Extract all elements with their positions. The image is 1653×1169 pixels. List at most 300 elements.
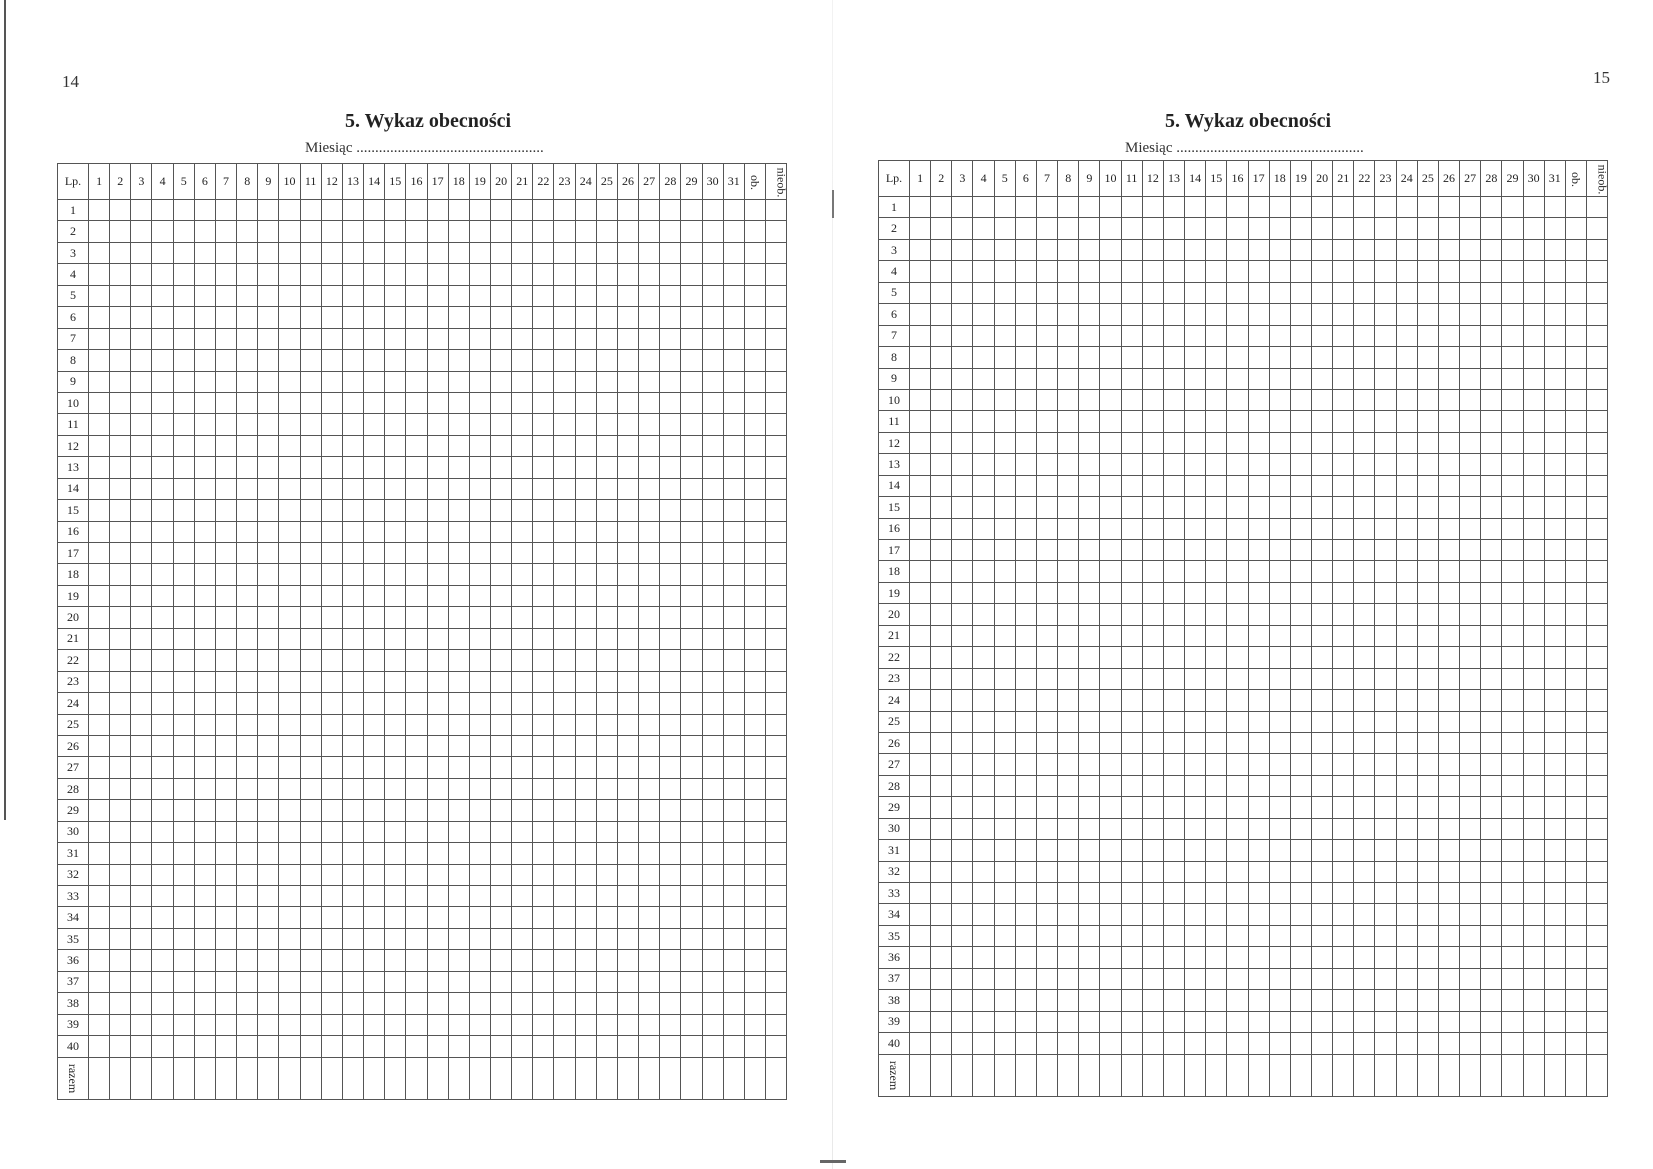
attendance-cell[interactable] bbox=[1311, 540, 1332, 561]
attendance-cell[interactable] bbox=[617, 564, 638, 585]
attendance-cell[interactable] bbox=[681, 928, 702, 949]
attendance-cell[interactable] bbox=[660, 693, 681, 714]
attendance-cell[interactable] bbox=[744, 371, 765, 392]
attendance-cell[interactable] bbox=[554, 221, 575, 242]
attendance-cell[interactable] bbox=[1227, 904, 1248, 925]
attendance-cell[interactable] bbox=[533, 821, 554, 842]
attendance-cell[interactable] bbox=[194, 950, 215, 971]
attendance-cell[interactable] bbox=[1290, 261, 1311, 282]
attendance-cell[interactable] bbox=[427, 886, 448, 907]
attendance-cell[interactable] bbox=[215, 414, 236, 435]
attendance-cell[interactable] bbox=[994, 797, 1015, 818]
attendance-cell[interactable] bbox=[1544, 947, 1565, 968]
attendance-cell[interactable] bbox=[744, 886, 765, 907]
attendance-cell[interactable] bbox=[321, 607, 342, 628]
attendance-cell[interactable] bbox=[321, 564, 342, 585]
attendance-cell[interactable] bbox=[931, 561, 952, 582]
attendance-cell[interactable] bbox=[131, 650, 152, 671]
attendance-cell[interactable] bbox=[1544, 690, 1565, 711]
attendance-cell[interactable] bbox=[765, 585, 786, 606]
attendance-cell[interactable] bbox=[617, 821, 638, 842]
attendance-cell[interactable] bbox=[765, 543, 786, 564]
attendance-cell[interactable] bbox=[1079, 775, 1100, 796]
attendance-cell[interactable] bbox=[952, 711, 973, 732]
attendance-cell[interactable] bbox=[723, 671, 744, 692]
attendance-cell[interactable] bbox=[1121, 861, 1142, 882]
attendance-cell[interactable] bbox=[152, 628, 173, 649]
attendance-cell[interactable] bbox=[173, 993, 194, 1014]
attendance-cell[interactable] bbox=[1079, 797, 1100, 818]
attendance-cell[interactable] bbox=[1206, 690, 1227, 711]
attendance-cell[interactable] bbox=[1417, 754, 1438, 775]
attendance-cell[interactable] bbox=[490, 307, 511, 328]
attendance-cell[interactable] bbox=[448, 564, 469, 585]
attendance-cell[interactable] bbox=[1438, 775, 1459, 796]
attendance-cell[interactable] bbox=[300, 714, 321, 735]
attendance-cell[interactable] bbox=[131, 500, 152, 521]
attendance-cell[interactable] bbox=[448, 693, 469, 714]
attendance-cell[interactable] bbox=[237, 200, 258, 221]
attendance-cell[interactable] bbox=[1502, 775, 1523, 796]
attendance-cell[interactable] bbox=[490, 993, 511, 1014]
attendance-cell[interactable] bbox=[1481, 711, 1502, 732]
attendance-cell[interactable] bbox=[994, 304, 1015, 325]
attendance-cell[interactable] bbox=[1438, 497, 1459, 518]
attendance-cell[interactable] bbox=[110, 564, 131, 585]
attendance-cell[interactable] bbox=[702, 671, 723, 692]
attendance-cell[interactable] bbox=[1206, 861, 1227, 882]
attendance-cell[interactable] bbox=[89, 800, 110, 821]
attendance-cell[interactable] bbox=[973, 497, 994, 518]
attendance-cell[interactable] bbox=[702, 457, 723, 478]
attendance-cell[interactable] bbox=[952, 840, 973, 861]
attendance-cell[interactable] bbox=[89, 843, 110, 864]
total-cell[interactable] bbox=[1036, 1054, 1057, 1097]
attendance-cell[interactable] bbox=[1375, 282, 1396, 303]
attendance-cell[interactable] bbox=[1100, 968, 1121, 989]
attendance-cell[interactable] bbox=[215, 714, 236, 735]
attendance-cell[interactable] bbox=[427, 392, 448, 413]
attendance-cell[interactable] bbox=[152, 500, 173, 521]
attendance-cell[interactable] bbox=[1333, 282, 1354, 303]
attendance-cell[interactable] bbox=[1311, 775, 1332, 796]
attendance-cell[interactable] bbox=[1269, 904, 1290, 925]
attendance-cell[interactable] bbox=[994, 840, 1015, 861]
attendance-cell[interactable] bbox=[1586, 261, 1607, 282]
attendance-cell[interactable] bbox=[152, 564, 173, 585]
attendance-cell[interactable] bbox=[173, 735, 194, 756]
attendance-cell[interactable] bbox=[1163, 840, 1184, 861]
attendance-cell[interactable] bbox=[931, 454, 952, 475]
attendance-cell[interactable] bbox=[194, 886, 215, 907]
attendance-cell[interactable] bbox=[765, 392, 786, 413]
attendance-cell[interactable] bbox=[1058, 411, 1079, 432]
attendance-cell[interactable] bbox=[1502, 690, 1523, 711]
attendance-cell[interactable] bbox=[1523, 561, 1544, 582]
attendance-cell[interactable] bbox=[1544, 625, 1565, 646]
attendance-cell[interactable] bbox=[1544, 368, 1565, 389]
attendance-cell[interactable] bbox=[110, 1014, 131, 1035]
attendance-cell[interactable] bbox=[131, 928, 152, 949]
attendance-cell[interactable] bbox=[1523, 732, 1544, 753]
attendance-cell[interactable] bbox=[406, 1036, 427, 1057]
attendance-cell[interactable] bbox=[89, 928, 110, 949]
attendance-cell[interactable] bbox=[1163, 647, 1184, 668]
attendance-cell[interactable] bbox=[490, 264, 511, 285]
attendance-cell[interactable] bbox=[342, 628, 363, 649]
attendance-cell[interactable] bbox=[1311, 883, 1332, 904]
attendance-cell[interactable] bbox=[596, 693, 617, 714]
attendance-cell[interactable] bbox=[1417, 368, 1438, 389]
attendance-cell[interactable] bbox=[910, 411, 931, 432]
attendance-cell[interactable] bbox=[110, 714, 131, 735]
attendance-cell[interactable] bbox=[554, 778, 575, 799]
attendance-cell[interactable] bbox=[1460, 389, 1481, 410]
attendance-cell[interactable] bbox=[1375, 861, 1396, 882]
attendance-cell[interactable] bbox=[723, 285, 744, 306]
attendance-cell[interactable] bbox=[279, 264, 300, 285]
attendance-cell[interactable] bbox=[575, 285, 596, 306]
attendance-cell[interactable] bbox=[1333, 475, 1354, 496]
attendance-cell[interactable] bbox=[681, 757, 702, 778]
attendance-cell[interactable] bbox=[1206, 454, 1227, 475]
attendance-cell[interactable] bbox=[1227, 947, 1248, 968]
attendance-cell[interactable] bbox=[1079, 582, 1100, 603]
attendance-cell[interactable] bbox=[1185, 497, 1206, 518]
attendance-cell[interactable] bbox=[469, 628, 490, 649]
attendance-cell[interactable] bbox=[1460, 261, 1481, 282]
attendance-cell[interactable] bbox=[1396, 497, 1417, 518]
attendance-cell[interactable] bbox=[1354, 818, 1375, 839]
attendance-cell[interactable] bbox=[723, 950, 744, 971]
attendance-cell[interactable] bbox=[1460, 861, 1481, 882]
attendance-cell[interactable] bbox=[342, 800, 363, 821]
attendance-cell[interactable] bbox=[1523, 625, 1544, 646]
attendance-cell[interactable] bbox=[1163, 754, 1184, 775]
total-cell[interactable] bbox=[1333, 1054, 1354, 1097]
attendance-cell[interactable] bbox=[1375, 668, 1396, 689]
attendance-cell[interactable] bbox=[110, 457, 131, 478]
attendance-cell[interactable] bbox=[1058, 647, 1079, 668]
attendance-cell[interactable] bbox=[1163, 861, 1184, 882]
attendance-cell[interactable] bbox=[1396, 475, 1417, 496]
attendance-cell[interactable] bbox=[512, 607, 533, 628]
attendance-cell[interactable] bbox=[1100, 347, 1121, 368]
attendance-cell[interactable] bbox=[554, 714, 575, 735]
attendance-cell[interactable] bbox=[1036, 625, 1057, 646]
total-cell[interactable] bbox=[723, 1057, 744, 1100]
attendance-cell[interactable] bbox=[1100, 947, 1121, 968]
attendance-cell[interactable] bbox=[215, 907, 236, 928]
attendance-cell[interactable] bbox=[1375, 411, 1396, 432]
attendance-cell[interactable] bbox=[681, 886, 702, 907]
attendance-cell[interactable] bbox=[994, 582, 1015, 603]
attendance-cell[interactable] bbox=[321, 1014, 342, 1035]
attendance-cell[interactable] bbox=[237, 778, 258, 799]
attendance-cell[interactable] bbox=[1354, 304, 1375, 325]
attendance-cell[interactable] bbox=[1248, 582, 1269, 603]
attendance-cell[interactable] bbox=[1227, 925, 1248, 946]
attendance-cell[interactable] bbox=[1375, 732, 1396, 753]
attendance-cell[interactable] bbox=[994, 818, 1015, 839]
attendance-cell[interactable] bbox=[448, 735, 469, 756]
attendance-cell[interactable] bbox=[1290, 625, 1311, 646]
attendance-cell[interactable] bbox=[533, 886, 554, 907]
attendance-cell[interactable] bbox=[258, 778, 279, 799]
attendance-cell[interactable] bbox=[931, 861, 952, 882]
attendance-cell[interactable] bbox=[1290, 218, 1311, 239]
attendance-cell[interactable] bbox=[533, 543, 554, 564]
attendance-cell[interactable] bbox=[512, 478, 533, 499]
attendance-cell[interactable] bbox=[237, 735, 258, 756]
attendance-cell[interactable] bbox=[110, 628, 131, 649]
attendance-cell[interactable] bbox=[931, 1033, 952, 1054]
attendance-cell[interactable] bbox=[1269, 540, 1290, 561]
attendance-cell[interactable] bbox=[1100, 561, 1121, 582]
attendance-cell[interactable] bbox=[512, 778, 533, 799]
attendance-cell[interactable] bbox=[1269, 947, 1290, 968]
attendance-cell[interactable] bbox=[1227, 282, 1248, 303]
attendance-cell[interactable] bbox=[152, 693, 173, 714]
attendance-cell[interactable] bbox=[300, 285, 321, 306]
attendance-cell[interactable] bbox=[1290, 925, 1311, 946]
attendance-cell[interactable] bbox=[554, 200, 575, 221]
attendance-cell[interactable] bbox=[152, 821, 173, 842]
attendance-cell[interactable] bbox=[1502, 475, 1523, 496]
attendance-cell[interactable] bbox=[258, 564, 279, 585]
attendance-cell[interactable] bbox=[1396, 668, 1417, 689]
attendance-cell[interactable] bbox=[258, 1036, 279, 1057]
attendance-cell[interactable] bbox=[1586, 475, 1607, 496]
attendance-cell[interactable] bbox=[469, 500, 490, 521]
attendance-cell[interactable] bbox=[1375, 754, 1396, 775]
attendance-cell[interactable] bbox=[744, 714, 765, 735]
attendance-cell[interactable] bbox=[596, 757, 617, 778]
attendance-cell[interactable] bbox=[427, 971, 448, 992]
attendance-cell[interactable] bbox=[973, 197, 994, 218]
attendance-cell[interactable] bbox=[1481, 454, 1502, 475]
attendance-cell[interactable] bbox=[1417, 454, 1438, 475]
attendance-cell[interactable] bbox=[681, 821, 702, 842]
attendance-cell[interactable] bbox=[364, 778, 385, 799]
attendance-cell[interactable] bbox=[1565, 197, 1586, 218]
attendance-cell[interactable] bbox=[194, 500, 215, 521]
attendance-cell[interactable] bbox=[173, 457, 194, 478]
attendance-cell[interactable] bbox=[1481, 647, 1502, 668]
attendance-cell[interactable] bbox=[1354, 754, 1375, 775]
attendance-cell[interactable] bbox=[448, 500, 469, 521]
attendance-cell[interactable] bbox=[1100, 1033, 1121, 1054]
attendance-cell[interactable] bbox=[660, 285, 681, 306]
attendance-cell[interactable] bbox=[1100, 732, 1121, 753]
attendance-cell[interactable] bbox=[173, 864, 194, 885]
attendance-cell[interactable] bbox=[1163, 904, 1184, 925]
attendance-cell[interactable] bbox=[575, 735, 596, 756]
attendance-cell[interactable] bbox=[1163, 347, 1184, 368]
total-cell[interactable] bbox=[1058, 1054, 1079, 1097]
attendance-cell[interactable] bbox=[427, 543, 448, 564]
attendance-cell[interactable] bbox=[681, 864, 702, 885]
attendance-cell[interactable] bbox=[1248, 904, 1269, 925]
attendance-cell[interactable] bbox=[173, 843, 194, 864]
attendance-cell[interactable] bbox=[617, 221, 638, 242]
attendance-cell[interactable] bbox=[994, 239, 1015, 260]
attendance-cell[interactable] bbox=[1396, 990, 1417, 1011]
attendance-cell[interactable] bbox=[1311, 239, 1332, 260]
attendance-cell[interactable] bbox=[931, 304, 952, 325]
attendance-cell[interactable] bbox=[1227, 797, 1248, 818]
attendance-cell[interactable] bbox=[1502, 647, 1523, 668]
total-cell[interactable] bbox=[1079, 1054, 1100, 1097]
attendance-cell[interactable] bbox=[173, 500, 194, 521]
attendance-cell[interactable] bbox=[406, 242, 427, 263]
attendance-cell[interactable] bbox=[533, 478, 554, 499]
attendance-cell[interactable] bbox=[1417, 604, 1438, 625]
attendance-cell[interactable] bbox=[448, 307, 469, 328]
attendance-cell[interactable] bbox=[279, 714, 300, 735]
attendance-cell[interactable] bbox=[1354, 347, 1375, 368]
attendance-cell[interactable] bbox=[744, 950, 765, 971]
attendance-cell[interactable] bbox=[1375, 347, 1396, 368]
attendance-cell[interactable] bbox=[512, 585, 533, 606]
attendance-cell[interactable] bbox=[194, 671, 215, 692]
attendance-cell[interactable] bbox=[1290, 818, 1311, 839]
attendance-cell[interactable] bbox=[1079, 389, 1100, 410]
attendance-cell[interactable] bbox=[639, 543, 660, 564]
attendance-cell[interactable] bbox=[131, 307, 152, 328]
attendance-cell[interactable] bbox=[1481, 904, 1502, 925]
attendance-cell[interactable] bbox=[152, 242, 173, 263]
attendance-cell[interactable] bbox=[1079, 840, 1100, 861]
attendance-cell[interactable] bbox=[1227, 368, 1248, 389]
attendance-cell[interactable] bbox=[321, 928, 342, 949]
attendance-cell[interactable] bbox=[1565, 261, 1586, 282]
attendance-cell[interactable] bbox=[1481, 775, 1502, 796]
attendance-cell[interactable] bbox=[1354, 775, 1375, 796]
attendance-cell[interactable] bbox=[1481, 197, 1502, 218]
attendance-cell[interactable] bbox=[1375, 1011, 1396, 1032]
attendance-cell[interactable] bbox=[1586, 347, 1607, 368]
attendance-cell[interactable] bbox=[89, 328, 110, 349]
attendance-cell[interactable] bbox=[765, 414, 786, 435]
attendance-cell[interactable] bbox=[554, 564, 575, 585]
attendance-cell[interactable] bbox=[1502, 325, 1523, 346]
attendance-cell[interactable] bbox=[702, 628, 723, 649]
attendance-cell[interactable] bbox=[342, 843, 363, 864]
total-cell[interactable] bbox=[131, 1057, 152, 1100]
attendance-cell[interactable] bbox=[1565, 647, 1586, 668]
attendance-cell[interactable] bbox=[215, 993, 236, 1014]
attendance-cell[interactable] bbox=[194, 928, 215, 949]
attendance-cell[interactable] bbox=[258, 350, 279, 371]
attendance-cell[interactable] bbox=[910, 389, 931, 410]
attendance-cell[interactable] bbox=[1396, 797, 1417, 818]
attendance-cell[interactable] bbox=[1036, 711, 1057, 732]
total-cell[interactable] bbox=[237, 1057, 258, 1100]
attendance-cell[interactable] bbox=[321, 864, 342, 885]
attendance-cell[interactable] bbox=[1206, 775, 1227, 796]
attendance-cell[interactable] bbox=[617, 671, 638, 692]
attendance-cell[interactable] bbox=[931, 239, 952, 260]
attendance-cell[interactable] bbox=[1100, 389, 1121, 410]
attendance-cell[interactable] bbox=[702, 328, 723, 349]
attendance-cell[interactable] bbox=[910, 861, 931, 882]
attendance-cell[interactable] bbox=[131, 735, 152, 756]
attendance-cell[interactable] bbox=[575, 628, 596, 649]
attendance-cell[interactable] bbox=[321, 971, 342, 992]
attendance-cell[interactable] bbox=[427, 735, 448, 756]
attendance-cell[interactable] bbox=[1586, 368, 1607, 389]
attendance-cell[interactable] bbox=[1523, 668, 1544, 689]
attendance-cell[interactable] bbox=[931, 711, 952, 732]
attendance-cell[interactable] bbox=[1354, 497, 1375, 518]
attendance-cell[interactable] bbox=[554, 457, 575, 478]
attendance-cell[interactable] bbox=[279, 521, 300, 542]
attendance-cell[interactable] bbox=[448, 221, 469, 242]
attendance-cell[interactable] bbox=[1565, 711, 1586, 732]
attendance-cell[interactable] bbox=[1290, 647, 1311, 668]
attendance-cell[interactable] bbox=[639, 971, 660, 992]
attendance-cell[interactable] bbox=[765, 264, 786, 285]
attendance-cell[interactable] bbox=[427, 1014, 448, 1035]
attendance-cell[interactable] bbox=[469, 971, 490, 992]
attendance-cell[interactable] bbox=[215, 757, 236, 778]
attendance-cell[interactable] bbox=[1586, 861, 1607, 882]
attendance-cell[interactable] bbox=[173, 671, 194, 692]
attendance-cell[interactable] bbox=[490, 414, 511, 435]
attendance-cell[interactable] bbox=[1015, 990, 1036, 1011]
attendance-cell[interactable] bbox=[385, 928, 406, 949]
attendance-cell[interactable] bbox=[448, 435, 469, 456]
attendance-cell[interactable] bbox=[237, 650, 258, 671]
attendance-cell[interactable] bbox=[364, 307, 385, 328]
attendance-cell[interactable] bbox=[258, 735, 279, 756]
attendance-cell[interactable] bbox=[364, 435, 385, 456]
attendance-cell[interactable] bbox=[131, 543, 152, 564]
attendance-cell[interactable] bbox=[258, 714, 279, 735]
attendance-cell[interactable] bbox=[973, 775, 994, 796]
attendance-cell[interactable] bbox=[931, 197, 952, 218]
attendance-cell[interactable] bbox=[1460, 454, 1481, 475]
attendance-cell[interactable] bbox=[1248, 282, 1269, 303]
attendance-cell[interactable] bbox=[1036, 304, 1057, 325]
attendance-cell[interactable] bbox=[910, 883, 931, 904]
total-cell[interactable] bbox=[89, 1057, 110, 1100]
attendance-cell[interactable] bbox=[1523, 904, 1544, 925]
attendance-cell[interactable] bbox=[448, 264, 469, 285]
attendance-cell[interactable] bbox=[994, 625, 1015, 646]
attendance-cell[interactable] bbox=[364, 671, 385, 692]
attendance-cell[interactable] bbox=[765, 478, 786, 499]
attendance-cell[interactable] bbox=[1121, 497, 1142, 518]
attendance-cell[interactable] bbox=[279, 414, 300, 435]
attendance-cell[interactable] bbox=[364, 864, 385, 885]
attendance-cell[interactable] bbox=[1438, 368, 1459, 389]
attendance-cell[interactable] bbox=[533, 735, 554, 756]
attendance-cell[interactable] bbox=[1438, 732, 1459, 753]
attendance-cell[interactable] bbox=[1036, 797, 1057, 818]
attendance-cell[interactable] bbox=[131, 371, 152, 392]
attendance-cell[interactable] bbox=[1100, 475, 1121, 496]
attendance-cell[interactable] bbox=[215, 1036, 236, 1057]
attendance-cell[interactable] bbox=[1523, 883, 1544, 904]
attendance-cell[interactable] bbox=[406, 864, 427, 885]
attendance-cell[interactable] bbox=[173, 1014, 194, 1035]
attendance-cell[interactable] bbox=[1333, 711, 1354, 732]
attendance-cell[interactable] bbox=[469, 1036, 490, 1057]
attendance-cell[interactable] bbox=[427, 950, 448, 971]
attendance-cell[interactable] bbox=[1375, 775, 1396, 796]
